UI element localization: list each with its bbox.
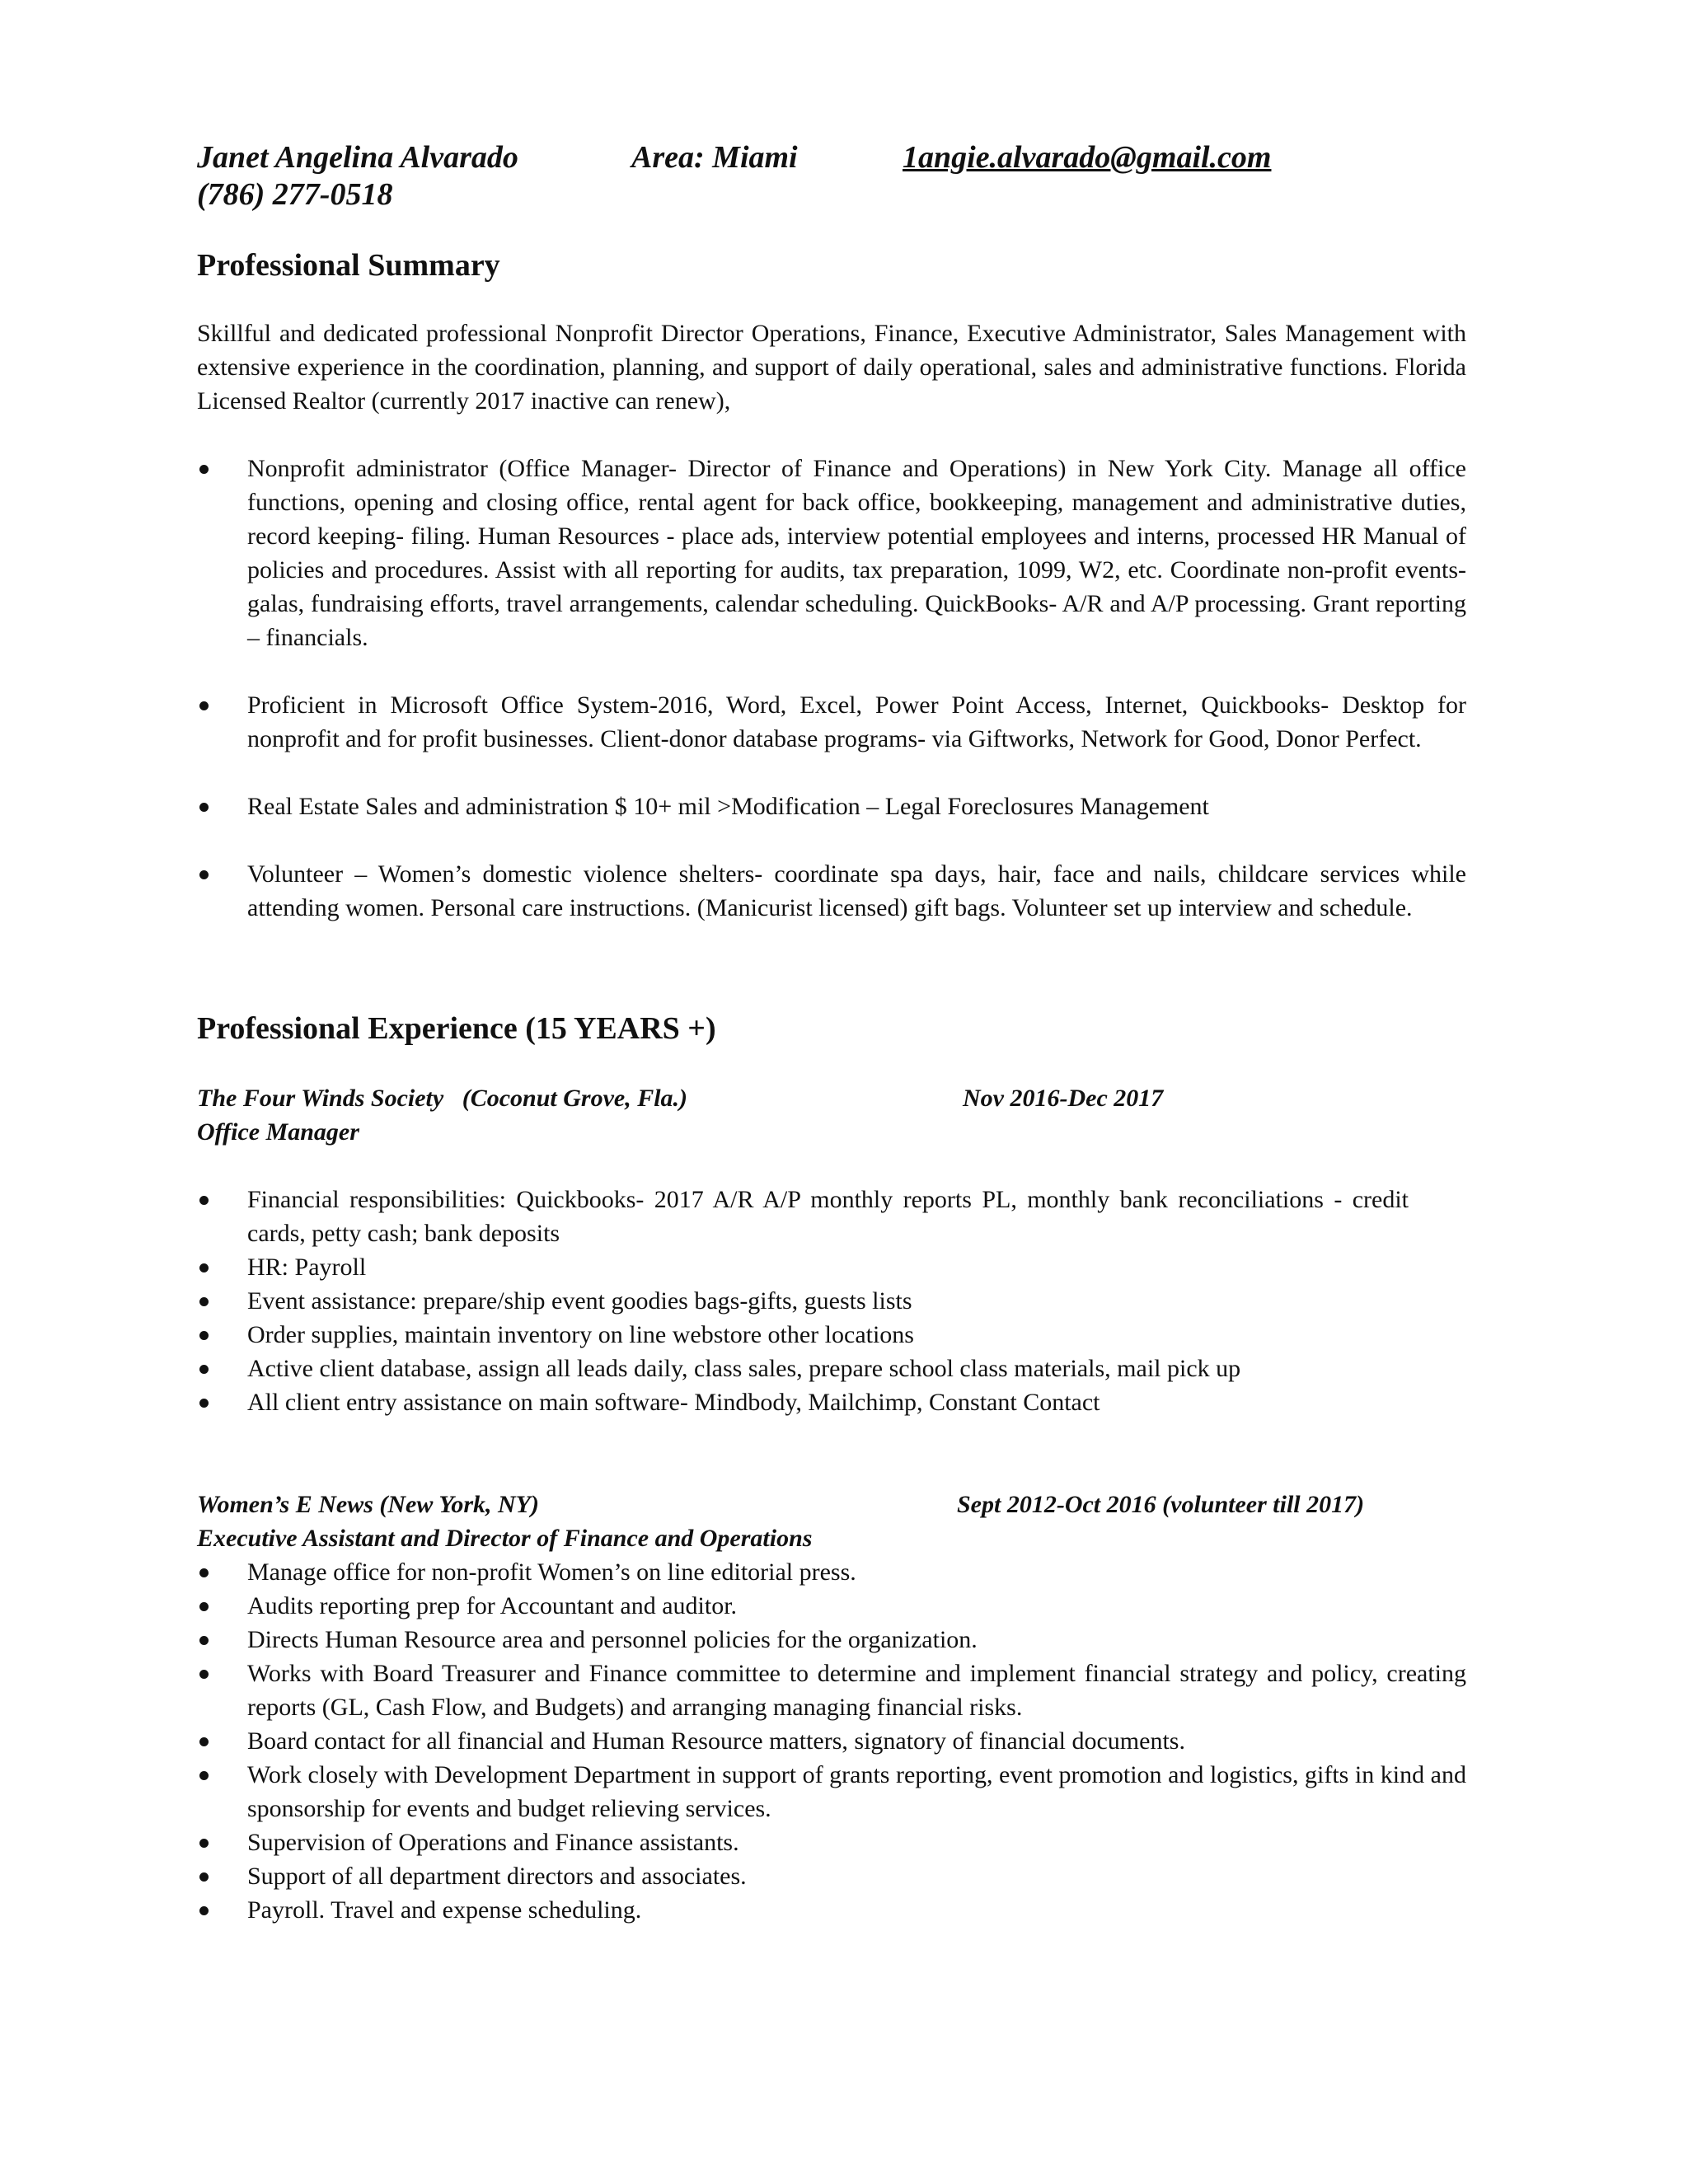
candidate-email-link[interactable]: 1angie.alvarado@gmail.com: [903, 140, 1272, 175]
list-item: Payroll. Travel and expense scheduling.: [197, 1893, 1466, 1927]
list-item: Directs Human Resource area and personnel policies for the organization.: [197, 1623, 1466, 1657]
list-item: Manage office for non-profit Women’s on line editorial press.: [197, 1555, 1466, 1589]
list-item: Nonprofit administrator (Office Manager- Director of Finance and Operations) in New York City. Manage all office functions, opening and closing office, rental agent for back office, bookkeeping, management and administrative duties, record keeping- filing. Human Resources - place ads, interview potential employees and interns, processed HR Manual of policies and procedures. Assist with all reporting for audits, tax preparation, 1099, W2, etc. Coordinate non-profit events-galas, fundraising efforts, travel arrangements, calendar scheduling. QuickBooks- A/R and A/P processing. Grant reporting – financials.: [197, 452, 1466, 654]
candidate-area: Area: Miami: [631, 140, 798, 175]
bullet-icon: [199, 803, 209, 812]
candidate-name: Janet Angelina Alvarado: [197, 140, 518, 175]
bullet-icon: [199, 465, 209, 474]
list-item: Financial responsibilities: Quickbooks- 2017 A/R A/P monthly reports PL, monthly bank reconciliations - credit cards, petty cash; bank deposits: [197, 1183, 1409, 1250]
list-item: Proficient in Microsoft Office System-2016, Word, Excel, Power Point Access, Internet, Quickbooks- Desktop for nonprofit and for profit businesses. Client-donor database programs- via Giftworks, Network for Good, Donor Perfect.: [197, 688, 1466, 756]
bullet-icon: [199, 1839, 209, 1848]
bullet-icon: [199, 1568, 209, 1577]
job-1-organization: The Four Winds Society (Coconut Grove, Fla.): [197, 1085, 688, 1112]
job-2-dates: Sept 2012-Oct 2016 (volunteer till 2017): [957, 1491, 1365, 1518]
bullet-icon: [199, 1636, 209, 1645]
list-item: Work closely with Development Department in support of grants reporting, event promotion and logistics, gifts in kind and sponsorship for events and budget relieving services.: [197, 1758, 1466, 1825]
bullet-icon: [199, 1906, 209, 1915]
list-item: Supervision of Operations and Finance assistants.: [197, 1825, 1466, 1859]
bullet-icon: [199, 1737, 209, 1746]
list-item: HR: Payroll: [197, 1250, 1409, 1284]
bullet-icon: [199, 701, 209, 710]
list-item: Audits reporting prep for Accountant and auditor.: [197, 1589, 1466, 1623]
list-item: Volunteer – Women’s domestic violence shelters- coordinate spa days, hair, face and nails, childcare services while attending women. Personal care instructions. (Manicurist licensed) gift bags. Volunteer set up interview and schedule.: [197, 857, 1466, 925]
list-item: Works with Board Treasurer and Finance committee to determine and implement financial strategy and policy, creating reports (GL, Cash Flow, and Budgets) and arranging managing financial risks.: [197, 1657, 1466, 1724]
list-item: Order supplies, maintain inventory on line webstore other locations: [197, 1318, 1409, 1352]
bullet-icon: [199, 1297, 209, 1306]
experience-heading: Professional Experience (15 YEARS +): [197, 1011, 716, 1046]
summary-heading: Professional Summary: [197, 248, 500, 283]
list-item: Real Estate Sales and administration $ 10+ mil >Modification – Legal Foreclosures Management: [197, 790, 1466, 823]
job-2-bullet-list: [197, 1555, 1466, 1927]
list-item: Active client database, assign all leads daily, class sales, prepare school class materials, mail pick up: [197, 1352, 1409, 1385]
list-item: Event assistance: prepare/ship event goodies bags-gifts, guests lists: [197, 1284, 1409, 1318]
bullet-icon: [199, 870, 209, 879]
list-item: All client entry assistance on main software- Mindbody, Mailchimp, Constant Contact: [197, 1385, 1409, 1419]
bullet-icon: [199, 1670, 209, 1679]
candidate-phone: (786) 277-0518: [197, 177, 393, 212]
job-2-role: Executive Assistant and Director of Finance and Operations: [197, 1525, 813, 1552]
list-item: Board contact for all financial and Human Resource matters, signatory of financial documents.: [197, 1724, 1466, 1758]
job-1-role: Office Manager: [197, 1118, 359, 1146]
summary-bullet-list: [197, 452, 1466, 925]
job-2-organization: Women’s E News (New York, NY): [197, 1491, 539, 1518]
bullet-icon: [199, 1399, 209, 1408]
summary-paragraph: Skillful and dedicated professional Nonprofit Director Operations, Finance, Executive Administrator, Sales Management with extensive experience in the coordination, planning, and support of daily operational, sales and administrative functions. Florida Licensed Realtor (currently 2017 inactive can renew),: [197, 320, 1466, 415]
bullet-icon: [199, 1263, 209, 1272]
bullet-icon: [199, 1872, 209, 1882]
job-1-bullet-list: [197, 1183, 1409, 1419]
bullet-icon: [199, 1331, 209, 1340]
job-1-dates: Nov 2016-Dec 2017: [963, 1085, 1164, 1112]
bullet-icon: [199, 1365, 209, 1374]
bullet-icon: [199, 1602, 209, 1611]
bullet-icon: [199, 1771, 209, 1780]
bullet-icon: [199, 1196, 209, 1205]
list-item: Support of all department directors and associates.: [197, 1859, 1466, 1893]
